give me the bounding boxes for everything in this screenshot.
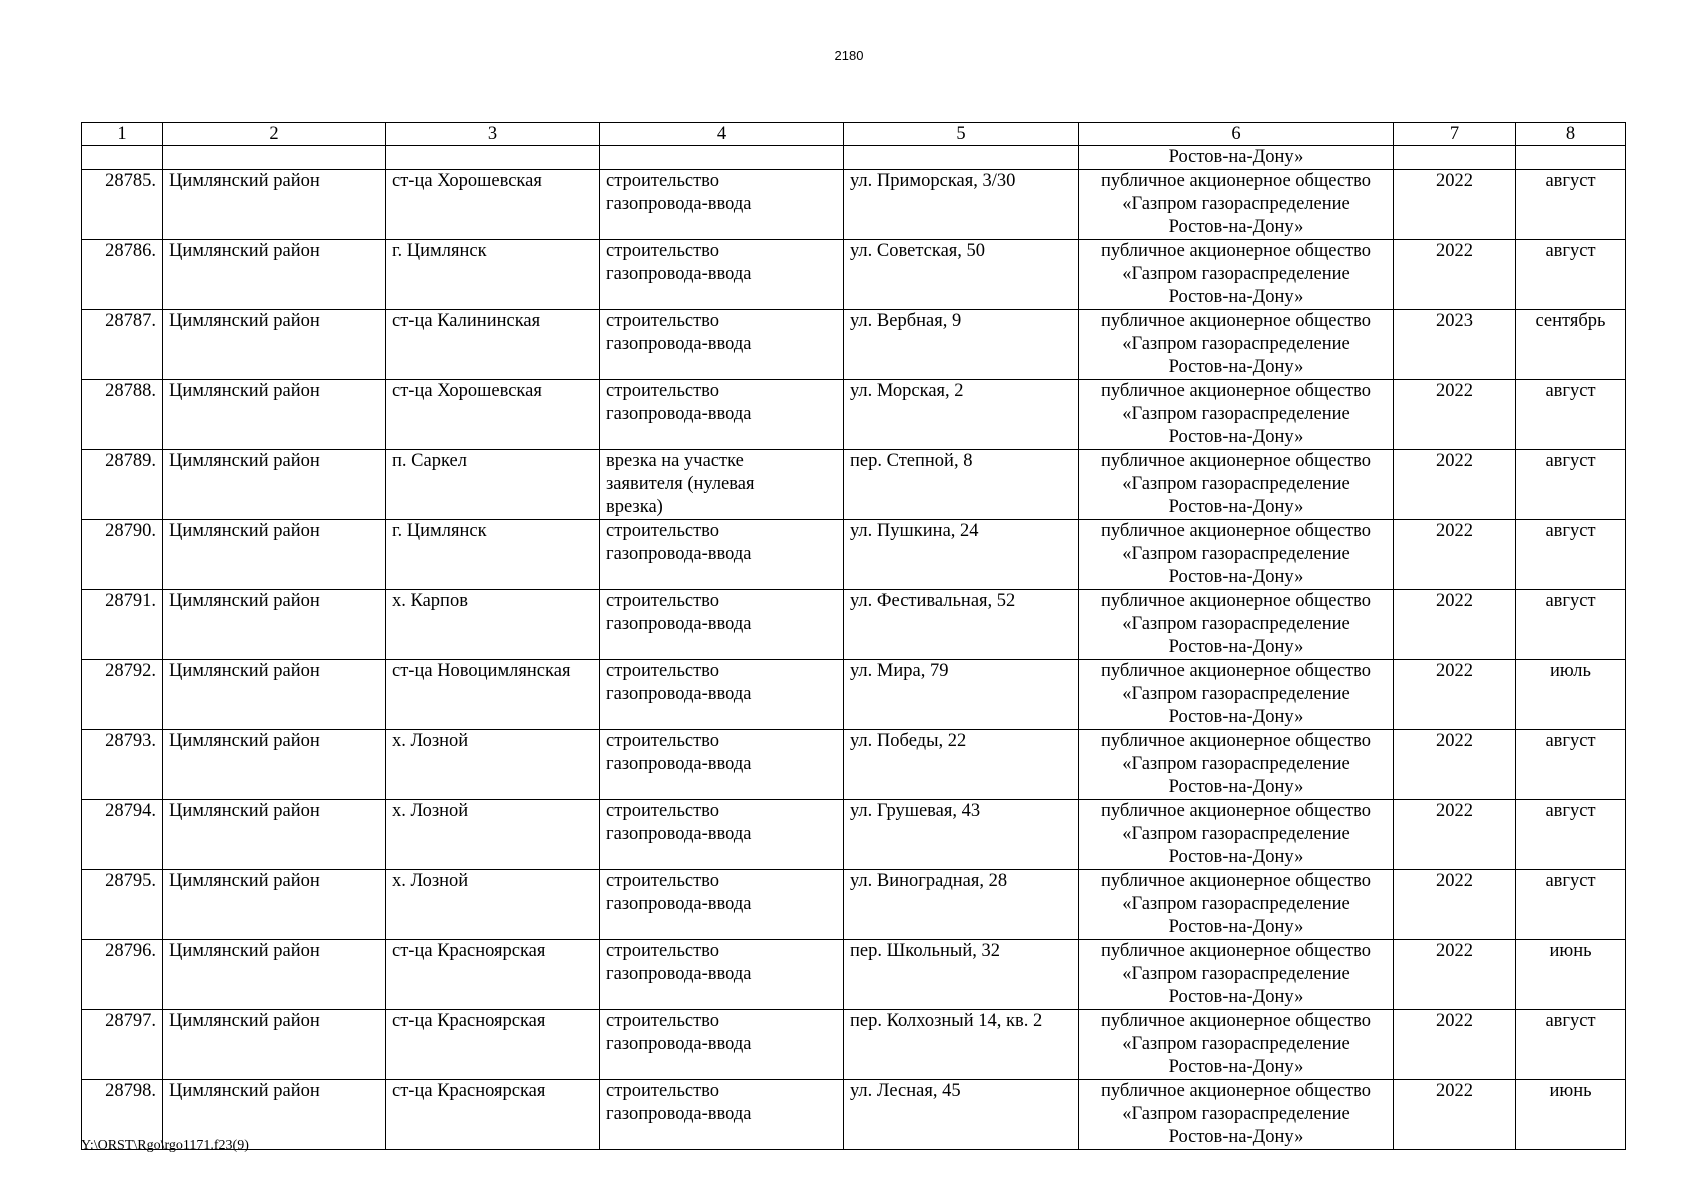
- table-cell: [844, 146, 1079, 170]
- address-cell: ул. Лесная, 45: [844, 1080, 1079, 1150]
- row-number: 28786.: [82, 240, 163, 310]
- organization-line: «Газпром газораспределение: [1122, 824, 1350, 844]
- row-number: 28785.: [82, 170, 163, 240]
- address-cell: ул. Грушевая, 43: [844, 800, 1079, 870]
- organization-line: Ростов-на-Дону»: [1168, 567, 1304, 587]
- organization-line: публичное акционерное общество: [1100, 661, 1372, 681]
- address-cell: ул. Приморская, 3/30: [844, 170, 1079, 240]
- file-path-footer: Y:\ORST\Rgo\rgo1171.f23(9): [81, 1138, 249, 1153]
- settlement-cell: ст-ца Красноярская: [386, 1080, 600, 1150]
- work-type-cell: [600, 940, 844, 1010]
- work-type-cell: [600, 800, 844, 870]
- organization-cell: [1079, 730, 1394, 800]
- month-cell: август: [1516, 170, 1626, 240]
- organization-cell: [1079, 1010, 1394, 1080]
- organization-line: «Газпром газораспределение: [1122, 264, 1350, 284]
- organization-line: Ростов-на-Дону»: [1168, 217, 1304, 237]
- organization-line: публичное акционерное общество: [1100, 311, 1372, 331]
- organization-cell: [1079, 240, 1394, 310]
- organization-line: публичное акционерное общество: [1100, 521, 1372, 541]
- table-row: [82, 1080, 1626, 1150]
- column-header: 7: [1394, 123, 1516, 146]
- district-cell: Цимлянский район: [163, 520, 386, 590]
- work-type-line: врезка на участке: [606, 451, 744, 471]
- organization-line: «Газпром газораспределение: [1122, 334, 1350, 354]
- year-cell: 2022: [1394, 870, 1516, 940]
- organization-cell: [1079, 380, 1394, 450]
- work-type-line: строительство: [606, 1011, 720, 1031]
- work-type-line: газопровода-ввода: [606, 894, 752, 914]
- settlement-cell: ст-ца Калининская: [386, 310, 600, 380]
- settlement-cell: г. Цимлянск: [386, 240, 600, 310]
- work-type-line: строительство: [606, 591, 720, 611]
- year-cell: 2023: [1394, 310, 1516, 380]
- year-cell: 2022: [1394, 660, 1516, 730]
- organization-line: публичное акционерное общество: [1100, 731, 1372, 751]
- work-type-line: газопровода-ввода: [606, 334, 752, 354]
- work-type-line: строительство: [606, 1081, 720, 1101]
- year-cell: 2022: [1394, 240, 1516, 310]
- month-cell: июль: [1516, 660, 1626, 730]
- work-type-line: газопровода-ввода: [606, 1104, 752, 1124]
- table-cell: [386, 146, 600, 170]
- year-cell: 2022: [1394, 170, 1516, 240]
- column-header: 1: [82, 123, 163, 146]
- address-cell: пер. Колхозный 14, кв. 2: [844, 1010, 1079, 1080]
- settlement-cell: п. Саркел: [386, 450, 600, 520]
- work-type-line: газопровода-ввода: [606, 404, 752, 424]
- settlement-cell: х. Карпов: [386, 590, 600, 660]
- work-type-line: газопровода-ввода: [606, 1034, 752, 1054]
- year-cell: 2022: [1394, 730, 1516, 800]
- table-cell: [600, 146, 844, 170]
- organization-line: Ростов-на-Дону»: [1168, 987, 1304, 1007]
- continuation-row: [82, 146, 1626, 170]
- work-type-line: газопровода-ввода: [606, 194, 752, 214]
- row-number: 28798.: [82, 1080, 163, 1150]
- table-row: [82, 240, 1626, 310]
- work-type-cell: [600, 1080, 844, 1150]
- organization-line: Ростов-на-Дону»: [1168, 917, 1304, 937]
- organization-line: «Газпром газораспределение: [1122, 404, 1350, 424]
- district-cell: Цимлянский район: [163, 1010, 386, 1080]
- year-cell: 2022: [1394, 450, 1516, 520]
- work-type-line: строительство: [606, 801, 720, 821]
- year-cell: 2022: [1394, 1080, 1516, 1150]
- organization-line: Ростов-на-Дону»: [1168, 777, 1304, 797]
- district-cell: Цимлянский район: [163, 310, 386, 380]
- table-row: [82, 170, 1626, 240]
- organization-cell: [1079, 520, 1394, 590]
- column-header: 2: [163, 123, 386, 146]
- table-row: [82, 730, 1626, 800]
- organization-cell: [1079, 1080, 1394, 1150]
- work-type-cell: [600, 730, 844, 800]
- work-type-line: газопровода-ввода: [606, 684, 752, 704]
- settlement-cell: ст-ца Хорошевская: [386, 380, 600, 450]
- organization-line: Ростов-на-Дону»: [1168, 497, 1304, 517]
- organization-line: публичное акционерное общество: [1100, 871, 1372, 891]
- organization-line: «Газпром газораспределение: [1122, 684, 1350, 704]
- work-type-line: строительство: [606, 381, 720, 401]
- work-type-line: строительство: [606, 731, 720, 751]
- work-type-cell: [600, 380, 844, 450]
- work-type-cell: [600, 310, 844, 380]
- work-type-cell: [600, 520, 844, 590]
- work-type-cell: [600, 450, 844, 520]
- row-number: 28789.: [82, 450, 163, 520]
- work-type-line: газопровода-ввода: [606, 824, 752, 844]
- district-cell: Цимлянский район: [163, 450, 386, 520]
- organization-cell: [1079, 450, 1394, 520]
- year-cell: 2022: [1394, 940, 1516, 1010]
- work-type-line: строительство: [606, 941, 720, 961]
- settlement-cell: х. Лозной: [386, 870, 600, 940]
- row-number: 28787.: [82, 310, 163, 380]
- organization-line: «Газпром газораспределение: [1122, 894, 1350, 914]
- month-cell: сентябрь: [1516, 310, 1626, 380]
- work-type-cell: [600, 240, 844, 310]
- organization-line: Ростов-на-Дону»: [1168, 1057, 1304, 1077]
- table-row: [82, 940, 1626, 1010]
- work-type-cell: [600, 1010, 844, 1080]
- district-cell: Цимлянский район: [163, 730, 386, 800]
- organization-line: публичное акционерное общество: [1100, 1011, 1372, 1031]
- table-cell: [163, 146, 386, 170]
- organization-line: «Газпром газораспределение: [1122, 754, 1350, 774]
- organization-cell: [1079, 800, 1394, 870]
- year-cell: 2022: [1394, 380, 1516, 450]
- organization-line: публичное акционерное общество: [1100, 1081, 1372, 1101]
- settlement-cell: х. Лозной: [386, 800, 600, 870]
- month-cell: август: [1516, 520, 1626, 590]
- month-cell: август: [1516, 800, 1626, 870]
- column-header: 6: [1079, 123, 1394, 146]
- header-row: [82, 123, 1626, 146]
- month-cell: август: [1516, 1010, 1626, 1080]
- district-cell: Цимлянский район: [163, 380, 386, 450]
- organization-line: публичное акционерное общество: [1100, 241, 1372, 261]
- month-cell: июнь: [1516, 1080, 1626, 1150]
- year-cell: 2022: [1394, 800, 1516, 870]
- organization-cell: [1079, 940, 1394, 1010]
- work-type-cell: [600, 590, 844, 660]
- organization-line: публичное акционерное общество: [1100, 381, 1372, 401]
- address-cell: ул. Победы, 22: [844, 730, 1079, 800]
- month-cell: июнь: [1516, 940, 1626, 1010]
- work-type-line: газопровода-ввода: [606, 964, 752, 984]
- district-cell: Цимлянский район: [163, 170, 386, 240]
- row-number: 28790.: [82, 520, 163, 590]
- organization-cell: [1079, 590, 1394, 660]
- work-type-cell: [600, 170, 844, 240]
- organization-line: «Газпром газораспределение: [1122, 474, 1350, 494]
- organization-cell: [1079, 170, 1394, 240]
- organization-line: Ростов-на-Дону»: [1168, 287, 1304, 307]
- organization-line: «Газпром газораспределение: [1122, 1034, 1350, 1054]
- row-number: 28797.: [82, 1010, 163, 1080]
- settlement-cell: ст-ца Красноярская: [386, 940, 600, 1010]
- organization-line: Ростов-на-Дону»: [1168, 427, 1304, 447]
- organization-line: Ростов-на-Дону»: [1168, 1127, 1304, 1147]
- district-cell: Цимлянский район: [163, 870, 386, 940]
- row-number: 28795.: [82, 870, 163, 940]
- organization-line: «Газпром газораспределение: [1122, 544, 1350, 564]
- table-row: [82, 310, 1626, 380]
- month-cell: август: [1516, 450, 1626, 520]
- organization-line: Ростов-на-Дону»: [1168, 357, 1304, 377]
- gasification-table: [81, 122, 1626, 1150]
- table-row: [82, 450, 1626, 520]
- address-cell: пер. Степной, 8: [844, 450, 1079, 520]
- address-cell: пер. Школьный, 32: [844, 940, 1079, 1010]
- table-row: [82, 800, 1626, 870]
- continuation-text: Ростов-на-Дону»: [1079, 146, 1394, 170]
- table-row: [82, 870, 1626, 940]
- settlement-cell: ст-ца Красноярская: [386, 1010, 600, 1080]
- table-row: [82, 380, 1626, 450]
- row-number: 28788.: [82, 380, 163, 450]
- month-cell: август: [1516, 590, 1626, 660]
- district-cell: Цимлянский район: [163, 1080, 386, 1150]
- organization-line: Ростов-на-Дону»: [1168, 637, 1304, 657]
- address-cell: ул. Вербная, 9: [844, 310, 1079, 380]
- address-cell: ул. Советская, 50: [844, 240, 1079, 310]
- table-cell: [1394, 146, 1516, 170]
- work-type-line: газопровода-ввода: [606, 264, 752, 284]
- settlement-cell: х. Лозной: [386, 730, 600, 800]
- organization-cell: [1079, 660, 1394, 730]
- organization-line: публичное акционерное общество: [1100, 941, 1372, 961]
- month-cell: август: [1516, 730, 1626, 800]
- row-number: 28791.: [82, 590, 163, 660]
- settlement-cell: ст-ца Новоцимлянская: [386, 660, 600, 730]
- organization-line: публичное акционерное общество: [1100, 171, 1372, 191]
- year-cell: 2022: [1394, 520, 1516, 590]
- work-type-cell: [600, 660, 844, 730]
- table-cell: [1516, 146, 1626, 170]
- work-type-line: газопровода-ввода: [606, 754, 752, 774]
- organization-line: Ростов-на-Дону»: [1168, 847, 1304, 867]
- organization-line: «Газпром газораспределение: [1122, 964, 1350, 984]
- district-cell: Цимлянский район: [163, 940, 386, 1010]
- address-cell: ул. Виноградная, 28: [844, 870, 1079, 940]
- work-type-line: заявителя (нулевая: [606, 474, 755, 494]
- address-cell: ул. Мира, 79: [844, 660, 1079, 730]
- table-row: [82, 660, 1626, 730]
- row-number: 28796.: [82, 940, 163, 1010]
- settlement-cell: г. Цимлянск: [386, 520, 600, 590]
- organization-line: публичное акционерное общество: [1100, 451, 1372, 471]
- month-cell: август: [1516, 240, 1626, 310]
- address-cell: ул. Пушкина, 24: [844, 520, 1079, 590]
- column-header: 8: [1516, 123, 1626, 146]
- column-header: 5: [844, 123, 1079, 146]
- organization-line: «Газпром газораспределение: [1122, 194, 1350, 214]
- organization-cell: [1079, 310, 1394, 380]
- year-cell: 2022: [1394, 590, 1516, 660]
- work-type-cell: [600, 870, 844, 940]
- work-type-line: строительство: [606, 241, 720, 261]
- organization-line: публичное акционерное общество: [1100, 801, 1372, 821]
- organization-line: Ростов-на-Дону»: [1168, 707, 1304, 727]
- work-type-line: врезка): [606, 497, 663, 517]
- column-header: 3: [386, 123, 600, 146]
- organization-line: «Газпром газораспределение: [1122, 1104, 1350, 1124]
- organization-line: «Газпром газораспределение: [1122, 614, 1350, 634]
- table-row: [82, 590, 1626, 660]
- organization-cell: [1079, 870, 1394, 940]
- month-cell: август: [1516, 380, 1626, 450]
- work-type-line: газопровода-ввода: [606, 544, 752, 564]
- table-row: [82, 1010, 1626, 1080]
- address-cell: ул. Фестивальная, 52: [844, 590, 1079, 660]
- work-type-line: строительство: [606, 871, 720, 891]
- district-cell: Цимлянский район: [163, 590, 386, 660]
- work-type-line: газопровода-ввода: [606, 614, 752, 634]
- table-cell: [82, 146, 163, 170]
- organization-line: публичное акционерное общество: [1100, 591, 1372, 611]
- address-cell: ул. Морская, 2: [844, 380, 1079, 450]
- district-cell: Цимлянский район: [163, 800, 386, 870]
- work-type-line: строительство: [606, 661, 720, 681]
- row-number: 28793.: [82, 730, 163, 800]
- work-type-line: строительство: [606, 521, 720, 541]
- work-type-line: строительство: [606, 311, 720, 331]
- row-number: 28794.: [82, 800, 163, 870]
- row-number: 28792.: [82, 660, 163, 730]
- work-type-line: строительство: [606, 171, 720, 191]
- district-cell: Цимлянский район: [163, 240, 386, 310]
- column-header: 4: [600, 123, 844, 146]
- settlement-cell: ст-ца Хорошевская: [386, 170, 600, 240]
- table-row: [82, 520, 1626, 590]
- month-cell: август: [1516, 870, 1626, 940]
- district-cell: Цимлянский район: [163, 660, 386, 730]
- page-number: 2180: [834, 48, 864, 63]
- year-cell: 2022: [1394, 1010, 1516, 1080]
